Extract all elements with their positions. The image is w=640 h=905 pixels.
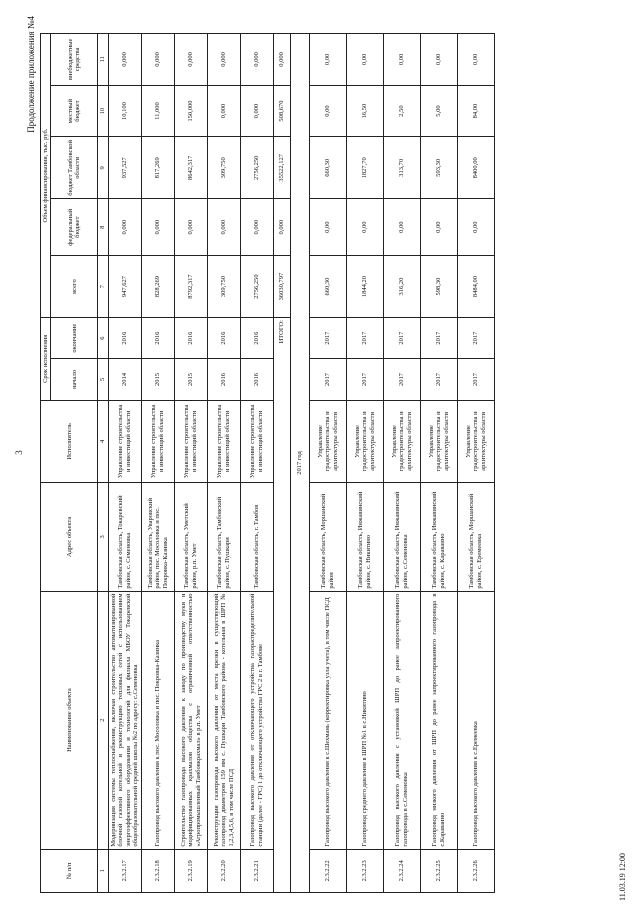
- row-num: 2.3.2.24: [383, 849, 420, 892]
- row-local: 10,100: [108, 85, 141, 137]
- row-federal: 0,000: [174, 199, 207, 256]
- row-regional: 8642,317: [174, 137, 207, 199]
- index-cell: 9: [98, 137, 108, 199]
- row-offbudget: 0,00: [309, 34, 346, 86]
- row-executor: Управление строительства и инвестиций области: [141, 400, 174, 483]
- row-local: 0,000: [240, 85, 273, 137]
- row-num: 2.3.2.22: [309, 849, 346, 892]
- total-federal: 0,000: [273, 199, 290, 256]
- row-regional: 937,527: [108, 137, 141, 199]
- row-total: 1844,20: [346, 256, 383, 318]
- row-start: 2017: [346, 359, 383, 400]
- row-federal: 0,00: [383, 199, 420, 256]
- index-cell: 10: [98, 85, 108, 137]
- row-executor: Управление градостроительства и архитектуры области: [420, 400, 457, 483]
- row-total: 660,30: [309, 256, 346, 318]
- row-address: Тамбовская область, Уваровский район, пос. Мосоловка и пос. Покровка-Казинка: [141, 483, 174, 591]
- row-end: 2017: [309, 318, 346, 359]
- row-address: Тамбовская область, Токаревский район, с. Семеновка: [108, 483, 141, 591]
- row-end: 2017: [420, 318, 457, 359]
- row-name: Реконструкция газопровода высокого давления от места врезки в существующий газопровод диаметром 159 мм с. Пушкари Тамбовского района - котельная в ШРП № 1,2,3,4,5,6, в том числе ПСД: [207, 591, 240, 849]
- header-index-row: [98, 34, 108, 893]
- header-num: № п/п: [41, 849, 98, 892]
- header-federal: федеральный бюджет: [51, 199, 98, 256]
- row-start: 2016: [207, 359, 240, 400]
- row-name: Газопровод высокого давления от отключающего устройства газораспределительной станции (далее - ГРС) 1 до отключающего устройства ГРС 2 в г. Тамбове: [240, 591, 273, 849]
- row-address: Тамбовская область, Моршанский район, с. Еремеевка: [457, 483, 494, 591]
- row-address: Тамбовская область, Тамбовский район, с. Пушкари: [207, 483, 240, 591]
- row-total: 2756,250: [240, 256, 273, 318]
- row-executor: Управление градостроительства и архитектуры области: [346, 400, 383, 483]
- row-regional: 660,30: [309, 137, 346, 199]
- row-total: 828,269: [141, 256, 174, 318]
- row-num: 2.3.2.19: [174, 849, 207, 892]
- row-regional: 309,750: [207, 137, 240, 199]
- row-name: Строительство газопровода высокого давления к заводу по производству муки и модифицированных крахмалов общества с ограниченной ответственностью «Агропромышленный Тамбовкрахмал» в р.п. Умет: [174, 591, 207, 849]
- index-cell: 2: [98, 591, 108, 849]
- row-offbudget: 0,00: [420, 34, 457, 86]
- row-name: Газопровод среднего давления в ШРП №1 в с.Никитино: [346, 591, 383, 849]
- row-total: 8792,317: [174, 256, 207, 318]
- row-federal: 0,00: [457, 199, 494, 256]
- index-cell: 6: [98, 318, 108, 359]
- footer-timestamp: 11.03.19 12:00: [618, 853, 627, 901]
- section-heading-row: [290, 34, 309, 893]
- total-sum: 36030,797: [273, 256, 290, 318]
- table-row: [240, 34, 273, 893]
- header-local: местный бюджет: [51, 85, 98, 137]
- row-regional: 2756,250: [240, 137, 273, 199]
- total-regional: 35522,127: [273, 137, 290, 199]
- header-start: начало: [51, 359, 98, 400]
- row-federal: 0,00: [420, 199, 457, 256]
- row-num: 2.3.2.20: [207, 849, 240, 892]
- row-end: 2016: [108, 318, 141, 359]
- row-offbudget: 0,000: [108, 34, 141, 86]
- index-cell: 3: [98, 483, 108, 591]
- header-total: всего: [51, 256, 98, 318]
- row-local: 11,000: [141, 85, 174, 137]
- row-regional: 817,269: [141, 137, 174, 199]
- row-total: 8484,00: [457, 256, 494, 318]
- row-total: 316,20: [383, 256, 420, 318]
- row-offbudget: 0,00: [346, 34, 383, 86]
- row-local: 84,00: [457, 85, 494, 137]
- table-row: [457, 34, 494, 893]
- total-row: [273, 34, 290, 893]
- row-executor: Управление строительства и инвестиций области: [174, 400, 207, 483]
- row-end: 2017: [383, 318, 420, 359]
- row-name: Модернизация системы теплоснабжения, включая строительство автоматизированной блочной газовой котельной и реконструкцию тепловых сетей с использованием энергоэффективного оборудования и технологий для филиала МБОУ Токаревской общеобразовательной средней школы №2 по адресу: с.Семеновка: [108, 591, 141, 849]
- row-federal: 0,00: [346, 199, 383, 256]
- row-name: Газопровод высокого давления к с.Шехмань (корректировка узла учета), в том числе ПСД: [309, 591, 346, 849]
- table-row: [207, 34, 240, 893]
- row-local: 5,00: [420, 85, 457, 137]
- header-offbudget: внебюджетные средства: [51, 34, 98, 86]
- row-offbudget: 0,00: [383, 34, 420, 86]
- table-row: [346, 34, 383, 893]
- row-name: Газопровод высокого давления с установкой ШРП до ранее запроектированного газопровода в с.Семеновка: [383, 591, 420, 849]
- table-row: [141, 34, 174, 893]
- table-row: [420, 34, 457, 893]
- row-name: Газопровод высокого давления к пос. Мосоловка и пос. Покровка-Казинка: [141, 591, 174, 849]
- table-row: [383, 34, 420, 893]
- header-funding: Объем финансирования, тыс. руб.: [41, 34, 51, 318]
- row-total: 598,30: [420, 256, 457, 318]
- row-federal: 0,00: [309, 199, 346, 256]
- index-cell: 8: [98, 199, 108, 256]
- row-executor: Управление градостроительства и архитектуры области: [383, 400, 420, 483]
- row-start: 2017: [309, 359, 346, 400]
- row-federal: 0,000: [240, 199, 273, 256]
- row-federal: 0,000: [141, 199, 174, 256]
- row-address: Тамбовская область, Инжавинский район, с. Никитино: [346, 483, 383, 591]
- row-regional: 313,70: [383, 137, 420, 199]
- index-cell: 5: [98, 359, 108, 400]
- table-row: [309, 34, 346, 893]
- header-term: Срок исполнения: [41, 318, 51, 401]
- row-offbudget: 0,000: [174, 34, 207, 86]
- row-start: 2016: [240, 359, 273, 400]
- row-total: 947,627: [108, 256, 141, 318]
- funding-table: [40, 33, 495, 893]
- header-executor: Исполнитель: [41, 400, 98, 483]
- row-end: 2017: [346, 318, 383, 359]
- row-local: 2,50: [383, 85, 420, 137]
- header-name: Наименование объекта: [41, 591, 98, 849]
- section-heading: 2017 год: [290, 34, 309, 893]
- table-row: [174, 34, 207, 893]
- row-end: 2016: [141, 318, 174, 359]
- row-offbudget: 0,00: [457, 34, 494, 86]
- row-end: 2016: [207, 318, 240, 359]
- row-end: 2017: [457, 318, 494, 359]
- total-offbudget: 0,000: [273, 34, 290, 86]
- row-executor: Управление строительства и инвестиций области: [240, 400, 273, 483]
- row-executor: Управление градостроительства и архитектуры области: [309, 400, 346, 483]
- row-start: 2015: [174, 359, 207, 400]
- table-row: [108, 34, 141, 893]
- row-num: 2.3.2.21: [240, 849, 273, 892]
- row-offbudget: 0,000: [240, 34, 273, 86]
- header-regional: бюджет Тамбовской области: [51, 137, 98, 199]
- row-regional: 1827,70: [346, 137, 383, 199]
- row-start: 2014: [108, 359, 141, 400]
- row-start: 2015: [141, 359, 174, 400]
- index-cell: 4: [98, 400, 108, 483]
- index-cell: 11: [98, 34, 108, 86]
- index-cell: 1: [98, 849, 108, 892]
- row-address: Тамбовская область, Инжавинский район, с. Караваино: [420, 483, 457, 591]
- row-address: Тамбовская область, Уметский район, р.п. Умет: [174, 483, 207, 591]
- continuation-label: Продолжение приложения №4: [26, 16, 36, 133]
- row-start: 2017: [420, 359, 457, 400]
- row-num: 2.3.2.25: [420, 849, 457, 892]
- row-regional: 593,30: [420, 137, 457, 199]
- total-label: ИТОГО:: [273, 318, 290, 893]
- row-executor: Управление строительства и инвестиций области: [207, 400, 240, 483]
- row-num: 2.3.2.18: [141, 849, 174, 892]
- index-cell: 7: [98, 256, 108, 318]
- row-start: 2017: [457, 359, 494, 400]
- header-address: Адрес объекта: [41, 483, 98, 591]
- row-local: 16,50: [346, 85, 383, 137]
- total-local: 508,670: [273, 85, 290, 137]
- page-number: 3: [14, 450, 24, 455]
- row-federal: 0,000: [207, 199, 240, 256]
- row-address: Тамбовская область, Моршанский район: [309, 483, 346, 591]
- row-start: 2017: [383, 359, 420, 400]
- row-num: 2.3.2.23: [346, 849, 383, 892]
- row-total: 309,750: [207, 256, 240, 318]
- row-num: 2.3.2.17: [108, 849, 141, 892]
- row-num: 2.3.2.26: [457, 849, 494, 892]
- row-regional: 8400,00: [457, 137, 494, 199]
- row-name: Газопровод низкого давления от ШРП до ранее запроектированного газопровода в с.Караваино: [420, 591, 457, 849]
- header-row-1: [41, 34, 51, 893]
- row-local: 0,00: [309, 85, 346, 137]
- header-end: окончание: [51, 318, 98, 359]
- row-local: 150,000: [174, 85, 207, 137]
- row-executor: Управление строительства и инвестиций области: [108, 400, 141, 483]
- row-executor: Управление градостроительства и архитектуры области: [457, 400, 494, 483]
- row-name: Газопровод высокого давления к с.Еремеевка: [457, 591, 494, 849]
- row-federal: 0,000: [108, 199, 141, 256]
- row-address: Тамбовская область, г. Тамбов: [240, 483, 273, 591]
- row-end: 2016: [240, 318, 273, 359]
- row-address: Тамбовская область, Инжавинский район, с.Семеновка: [383, 483, 420, 591]
- row-offbudget: 0,000: [141, 34, 174, 86]
- row-end: 2016: [174, 318, 207, 359]
- row-offbudget: 0,000: [207, 34, 240, 86]
- row-local: 0,000: [207, 85, 240, 137]
